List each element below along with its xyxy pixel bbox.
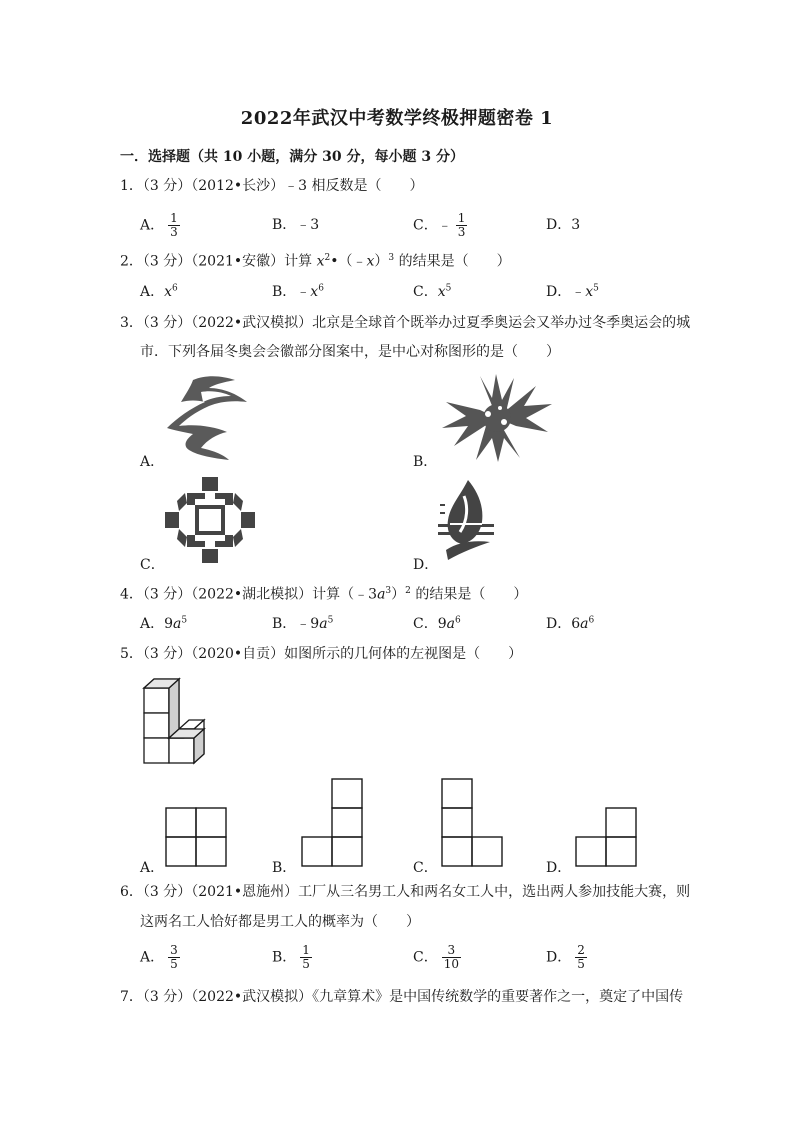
q3-option-a-label: A． xyxy=(140,454,165,470)
q5-option-d-label: D． xyxy=(546,860,572,876)
fraction: $\frac{3}{5}$ xyxy=(170,943,178,971)
q3-option-c-label: C． xyxy=(140,557,165,573)
q3-option-d-label: D． xyxy=(413,557,439,573)
question-7-line-1: 7．（3 分）（2022•武汉模拟）《九章算术》是中国传统数学的重要著作之一，奠定了中国传 xyxy=(120,989,684,1005)
question-6-line-1: 6．（3 分）（2021•恩施州）工厂从三名男工人和两名女工人中，选出两人参加技能大赛，则 xyxy=(120,884,691,900)
q2-option-b: B．$﹣x^6$ xyxy=(272,283,324,300)
fraction: $\frac{2}{5}$ xyxy=(577,943,585,971)
page-title: 2022年武汉中考数学终极押题密卷 1 xyxy=(240,108,554,129)
q6-option-a: A． $\frac{3}{5}$ xyxy=(140,943,178,971)
q2-option-c: C．$x^5$ xyxy=(413,283,452,300)
q5-view-b xyxy=(300,778,364,868)
q1-option-a: A． $\frac{1}{3}$ xyxy=(140,211,178,239)
q4-option-c: C．$9a^6$ xyxy=(413,615,461,632)
winter-olympics-emblem-a xyxy=(165,374,255,462)
question-1-text: 1．（3 分）（2012•长沙）﹣3 相反数是（ ） xyxy=(120,178,424,194)
winter-olympics-emblem-c xyxy=(165,477,255,563)
q4-option-d: D．$6a^6$ xyxy=(546,615,595,632)
q6-option-c: C． $\frac{3}{10}$ xyxy=(413,943,459,971)
q5-option-c-label: C． xyxy=(413,860,438,876)
winter-olympics-emblem-b xyxy=(440,372,555,464)
section-heading: 一．选择题（共 10 小题，满分 30 分，每小题 3 分） xyxy=(120,149,464,165)
q5-option-b-label: B． xyxy=(272,860,297,876)
q5-view-a xyxy=(165,807,227,869)
fraction: $\frac{1}{3}$ xyxy=(170,211,178,239)
question-4-text: 4．（3 分）（2022•湖北模拟）计算$(﹣3a^3)^2$ 的结果是（ ） xyxy=(120,586,528,603)
q4-option-b: B．$﹣9a^5$ xyxy=(272,615,334,632)
q4-option-a: A．$9a^5$ xyxy=(140,615,188,632)
q1-option-c: C．﹣ $\frac{1}{3}$ xyxy=(413,211,466,239)
q2-option-d: D．$﹣x^5$ xyxy=(546,283,599,300)
fraction: $\frac{1}{5}$ xyxy=(302,943,310,971)
q5-option-a-label: A． xyxy=(140,860,165,876)
q1-option-d: D．3 xyxy=(546,217,581,233)
q5-view-c xyxy=(440,778,504,868)
fraction: $\frac{3}{10}$ xyxy=(443,943,459,971)
3d-cube-solid-figure xyxy=(140,676,220,766)
question-5-text: 5．（3 分）（2020•自贡）如图所示的几何体的左视图是（ ） xyxy=(120,646,523,662)
q6-option-d: D． $\frac{2}{5}$ xyxy=(546,943,585,971)
q3-option-b-label: B． xyxy=(413,454,438,470)
question-6-line-2: 这两名工人恰好都是男工人的概率为（ ） xyxy=(140,914,420,930)
question-3-line-2: 市．下列各届冬奥会会徽部分图案中，是中心对称图形的是（ ） xyxy=(140,344,560,360)
q1-option-b: B．﹣3 xyxy=(272,217,320,233)
question-2-text: 2．（3 分）（2021•安徽）计算 $x^2•(﹣x)^3$ 的结果是（ ） xyxy=(120,253,511,270)
q5-view-d xyxy=(574,807,638,869)
q2-option-a: A．$x^6$ xyxy=(140,283,178,300)
question-3-line-1: 3．（3 分）（2022•武汉模拟）北京是全球首个既举办过夏季奥运会又举办过冬季奥运会的城 xyxy=(120,315,691,331)
fraction: $\frac{1}{3}$ xyxy=(457,211,466,239)
q6-option-b: B． $\frac{1}{5}$ xyxy=(272,943,310,971)
winter-olympics-emblem-d xyxy=(438,476,498,564)
